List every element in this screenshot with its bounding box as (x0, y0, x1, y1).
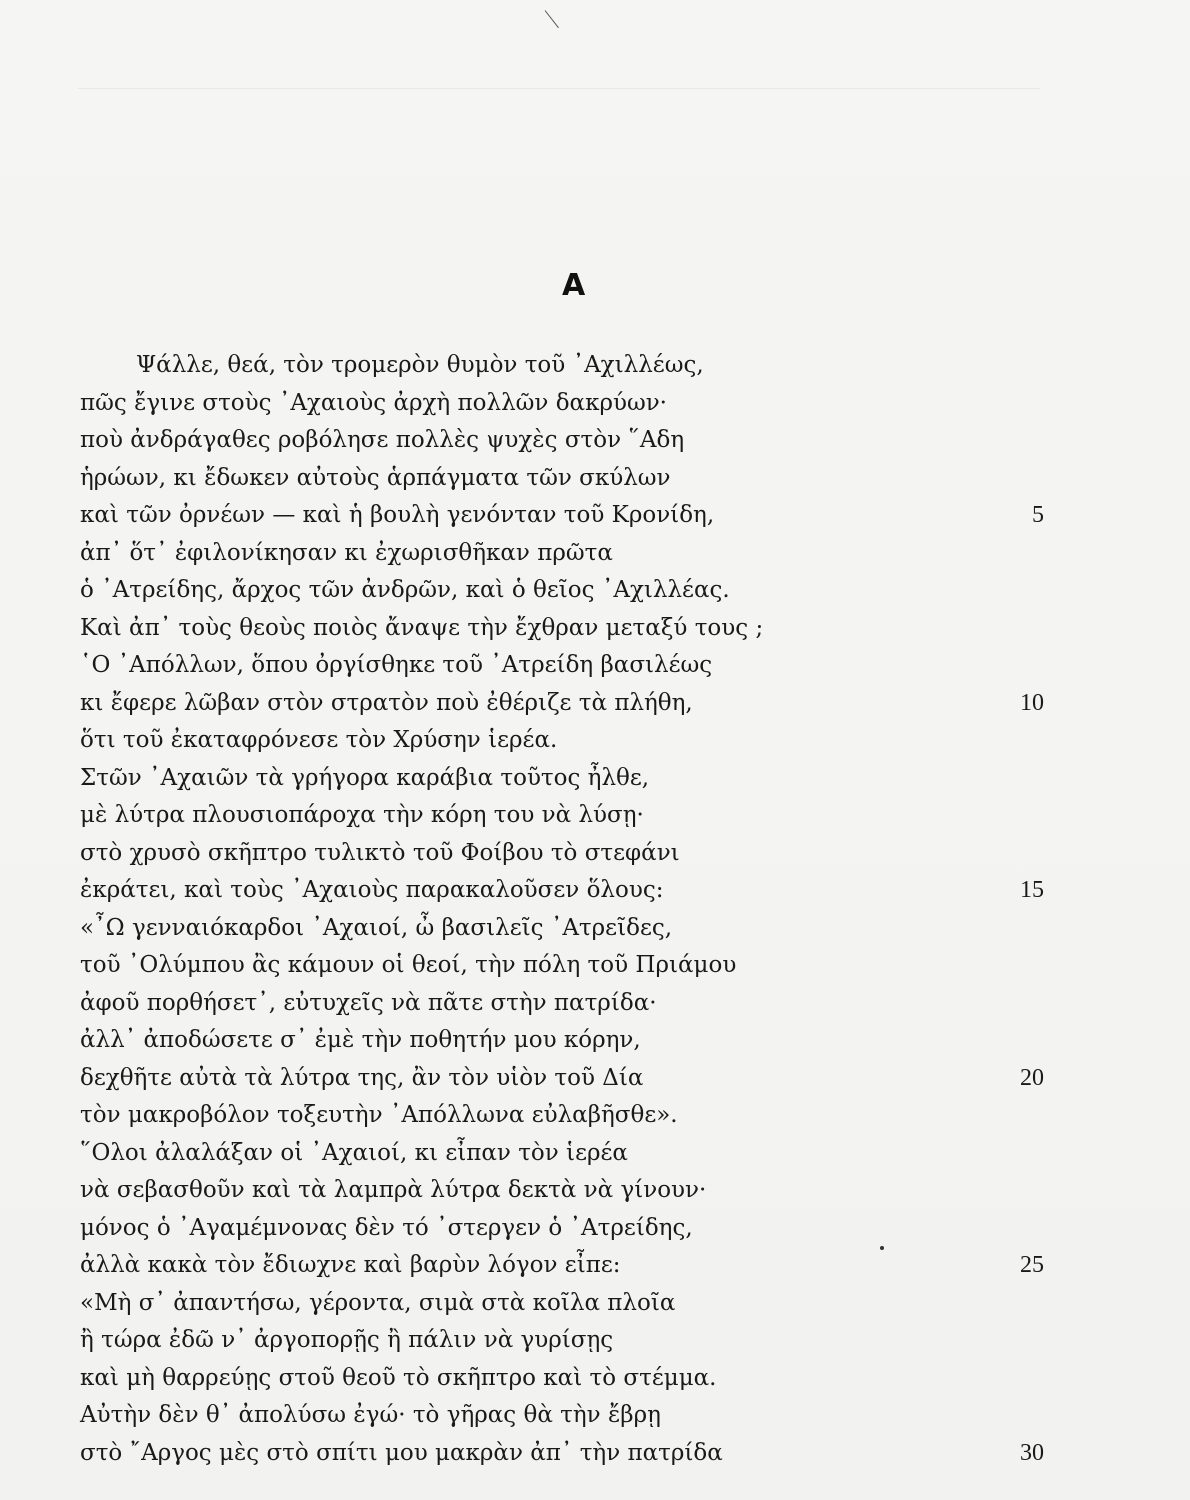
poem-line-text: «῏Ω γενναιόκαρδοι ᾿Αχαιοί, ὦ βασιλεῖς ᾿Ατρεῖδες, (80, 914, 673, 941)
poem-line (0, 1285, 1190, 1323)
poem-line (0, 1397, 1190, 1435)
poem-line (0, 385, 1190, 423)
poem-line-text: δεχθῆτε αὐτὰ τὰ λύτρα της, ἂν τὸν υἱὸν τοῦ Δία (80, 1064, 644, 1091)
line-number: 15 (1020, 877, 1044, 903)
poem-line-text: «Μὴ σ᾿ ἀπαντήσω, γέροντα, σιμὰ στὰ κοῖλα πλοῖα (80, 1289, 676, 1316)
poem-line-text: καὶ τῶν ὀρνέων — καὶ ἡ βουλὴ γενόνταν τοῦ Κρονίδη, (80, 502, 715, 528)
poem-line-text: μόνος ὁ ᾿Αγαμέμνονας δὲν τό ᾿στεργεν ὁ ᾿Ατρείδης, (80, 1214, 693, 1241)
line-number: 10 (1020, 689, 1044, 716)
poem-line (0, 1435, 1190, 1473)
line-number: 5 (1032, 502, 1044, 528)
poem-line (0, 1247, 1190, 1285)
poem-line (0, 760, 1190, 798)
corner-scratch-mark (545, 10, 559, 28)
line-number: 25 (1020, 1252, 1044, 1278)
poem-line-text: ἀφοῦ πορθήσετ᾿, εὐτυχεῖς νὰ πᾶτε στὴν πατρίδα· (80, 989, 657, 1016)
poem-line-text: ἀλλὰ κακὰ τὸν ἔδιωχνε καὶ βαρὺν λόγον εἶπε: (80, 1252, 621, 1278)
poem-line (0, 1322, 1190, 1360)
poem-line (0, 1060, 1190, 1098)
poem-line-text: τὸν μακροβόλον τοξευτὴν ᾿Απόλλωνα εὐλαβῆσθε». (80, 1102, 678, 1128)
poem-line-text: ἢ τώρα ἐδῶ ν᾿ ἀργοπορῇς ἢ πάλιν νὰ γυρίσῃς (80, 1327, 614, 1353)
poem-line-text: καὶ μὴ θαρρεύῃς στοῦ θεοῦ τὸ σκῆπτρο καὶ τὸ στέμμα. (80, 1364, 717, 1391)
poem-line (0, 610, 1190, 648)
poem-text (0, 347, 1190, 1472)
poem-line (0, 947, 1190, 985)
poem-line-text: στὸ ῎Αργος μὲς στὸ σπίτι μου μακρὰν ἀπ᾿ τὴν πατρίδα (80, 1439, 723, 1466)
poem-line (0, 1172, 1190, 1210)
poem-line (0, 722, 1190, 760)
poem-line-text: ὅτι τοῦ ἐκαταφρόνεσε τὸν Χρύσην ἱερέα. (80, 727, 558, 753)
poem-line-text: ῞Ολοι ἀλαλάξαν οἱ ᾿Αχαιοί, κι εἶπαν τὸν ἱερέα (80, 1139, 628, 1166)
poem-line (0, 1022, 1190, 1060)
poem-line-text: ἡρώων, κι ἔδωκεν αὐτοὺς ἁρπάγματα τῶν σκύλων (80, 464, 671, 491)
poem-line-text: Καὶ ἀπ᾿ τοὺς θεοὺς ποιὸς ἄναψε τὴν ἔχθραν μεταξύ τους ; (80, 614, 764, 641)
poem-line-text: ῾Ο ᾿Απόλλων, ὅπου ὀργίσθηκε τοῦ ᾿Ατρείδη βασιλέως (80, 652, 713, 678)
poem-line-text: τοῦ ᾿Ολύμπου ἂς κάμουν οἱ θεοί, τὴν πόλη τοῦ Πριάμου (80, 952, 737, 978)
poem-line (0, 572, 1190, 610)
poem-line (0, 797, 1190, 835)
poem-line (0, 910, 1190, 948)
poem-line (0, 422, 1190, 460)
poem-line-text: νὰ σεβασθοῦν καὶ τὰ λαμπρὰ λύτρα δεκτὰ νὰ γίνουν· (80, 1177, 707, 1203)
poem-line-text: πῶς ἔγινε στοὺς ᾿Αχαιοὺς ἀρχὴ πολλῶν δακρύων· (80, 389, 667, 416)
poem-line (0, 1210, 1190, 1248)
poem-line (0, 535, 1190, 573)
poem-line (0, 685, 1190, 723)
poem-line-text: Στῶν ᾿Αχαιῶν τὰ γρήγορα καράβια τοῦτος ἦλθε, (80, 764, 650, 791)
poem-line-text: ἀπ᾿ ὅτ᾿ ἐφιλονίκησαν κι ἐχωρισθῆκαν πρῶτα (80, 539, 613, 566)
poem-line-text: Αὐτὴν δὲν θ᾿ ἀπολύσω ἐγώ· τὸ γῆρας θὰ τὴν ἔβρῃ (80, 1402, 661, 1428)
poem-line-text: ἐκράτει, καὶ τοὺς ᾿Αχαιοὺς παρακαλοῦσεν ὅλους: (80, 877, 664, 903)
poem-line-text: κι ἔφερε λῶβαν στὸν στρατὸν ποὺ ἐθέριζε τὰ πλήθη, (80, 689, 693, 716)
bleed-through-rule (78, 88, 1040, 89)
poem-line (0, 1135, 1190, 1173)
poem-line (0, 647, 1190, 685)
poem-line (0, 347, 1190, 385)
poem-line (0, 872, 1190, 910)
poem-line-text: ὁ ᾿Ατρείδης, ἄρχος τῶν ἀνδρῶν, καὶ ὁ θεῖος ᾿Αχιλλέας. (80, 577, 730, 603)
line-number: 30 (1020, 1439, 1044, 1466)
poem-line-text: Ψάλλε, θεά, τὸν τρομερὸν θυμὸν τοῦ ᾿Αχιλλέως, (136, 352, 704, 378)
poem-line (0, 497, 1190, 535)
poem-line (0, 1360, 1190, 1398)
poem-line-text: στὸ χρυσὸ σκῆπτρο τυλικτὸ τοῦ Φοίβου τὸ στεφάνι (80, 839, 680, 866)
line-number: 20 (1020, 1064, 1044, 1091)
poem-line (0, 1097, 1190, 1135)
poem-line-text: ποὺ ἀνδράγαθες ροβόλησε πολλὲς ψυχὲς στὸν ῞Αδη (80, 427, 685, 453)
poem-line-text: μὲ λύτρα πλουσιοπάροχα τὴν κόρη του νὰ λύσῃ· (80, 802, 644, 828)
stray-ink-dot (880, 1246, 884, 1250)
poem-line (0, 835, 1190, 873)
poem-line (0, 460, 1190, 498)
poem-line (0, 985, 1190, 1023)
poem-line-text: ἀλλ᾿ ἀποδώσετε σ᾿ ἐμὲ τὴν ποθητήν μου κόρην, (80, 1027, 641, 1053)
book-letter-heading: Α (562, 268, 586, 303)
